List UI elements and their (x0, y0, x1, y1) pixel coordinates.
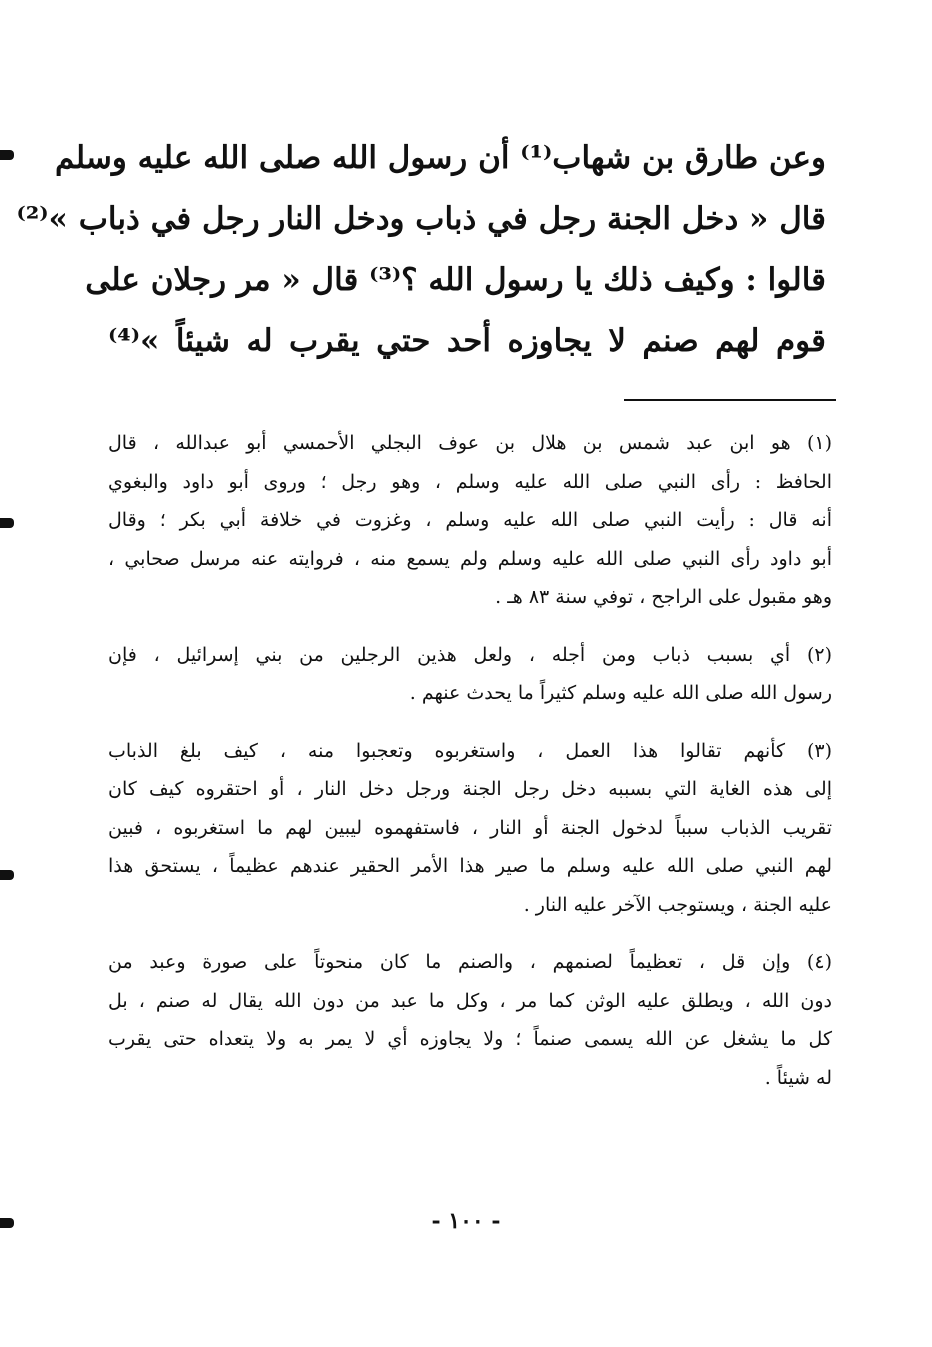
margin-scan-mark (0, 870, 14, 880)
main-text-line: قوم لهم صنم لا يجاوزه أحد حتي يقرب له شيئاً »⁽⁴⁾ (108, 323, 826, 359)
margin-scan-mark (0, 518, 14, 528)
footnote-4 (108, 943, 832, 1097)
footnote-line: له شيئاً . (764, 1066, 832, 1089)
footnote-line: إلى هذه الغاية التي بسببه دخل رجل الجنة ورجل دخل النار ، أو احتقروه كيف كان (108, 778, 832, 800)
footnote-line: (٢) أي بسبب ذباب ومن أجله ، ولعل هذين الرجلين من بني إسرائيل ، فإن (108, 643, 832, 666)
footnote-divider (624, 399, 836, 401)
main-text-line: قال « دخل الجنة رجل في ذباب ودخل النار رجل في ذباب »⁽²⁾ (16, 201, 826, 237)
footnote-line: عليه الجنة ، ويستوجب الآخر عليه النار . (523, 893, 832, 916)
footnote-1 (108, 424, 832, 617)
main-text-line: قالوا : وكيف ذلك يا رسول الله ؟⁽³⁾ قال « مر رجلان على (85, 262, 826, 298)
margin-scan-mark (0, 1218, 14, 1228)
footnote-line: دون الله ، ويطلق عليه الوثن كما مر ، وكل ما عبد من دون الله يقال له صنم ، بل (108, 989, 832, 1012)
footnote-line: كل ما يشغل عن الله يسمى صنماً ؛ ولا يجاوزه أي لا يمر به ولا يتعداه حتى يقرب (108, 1028, 832, 1050)
footnote-line: (٣) كأنهم تقالوا هذا العمل ، واستغربوه وتعجبوا منه ، كيف بلغ الذباب (108, 739, 832, 762)
footnote-line: رسول الله صلى الله عليه وسلم كثيراً ما يحدث عنهم . (409, 682, 832, 704)
footnote-line: (١) هو ابن عبد شمس بن هلال بن عوف البجلي الأحمسي أبو عبدالله ، قال (108, 432, 832, 454)
page-number: - ١٠٠ - (431, 1208, 501, 1234)
main-text-line: وعن طارق بن شهاب⁽¹⁾ أن رسول الله صلى الله عليه وسلم (54, 140, 826, 176)
footnote-line: وهو مقبول على الراجح ، توفي سنة ٨٣ هـ . (495, 586, 832, 608)
footnote-line: أنه قال : رأيت النبي صلى الله عليه وسلم ، وغزوت في خلافة أبي بكر ؛ وقال (108, 509, 832, 531)
footnote-line: الحافظ : رأى النبي صلى الله عليه وسلم ، وهو رجل ؛ وروى أبو داود والبغوي (108, 470, 832, 493)
footnotes (108, 424, 832, 1116)
footnote-line: أبو داود رأى النبي صلى الله عليه وسلم ولم يسمع منه ، فروايته عنه مرسل صحابي ، (108, 547, 832, 570)
footnote-2 (108, 636, 832, 713)
footnote-3 (108, 732, 832, 925)
footnote-line: تقريب الذباب سبباً لدخول الجنة أو النار ، فاستفهموه ليبين لهم ما استغربوه ، فبين (108, 816, 832, 839)
footnote-line: لهم النبي صلى الله عليه وسلم ما صير هذا الأمر الحقير عندهم عظيماً ، يستحق هذا (108, 855, 832, 877)
main-text (16, 128, 826, 372)
footnote-line: (٤) وإن قل ، تعظيماً لصنمهم ، والصنم ما كان منحوتاً على صورة وعبد من (108, 951, 832, 973)
margin-scan-mark (0, 150, 14, 160)
